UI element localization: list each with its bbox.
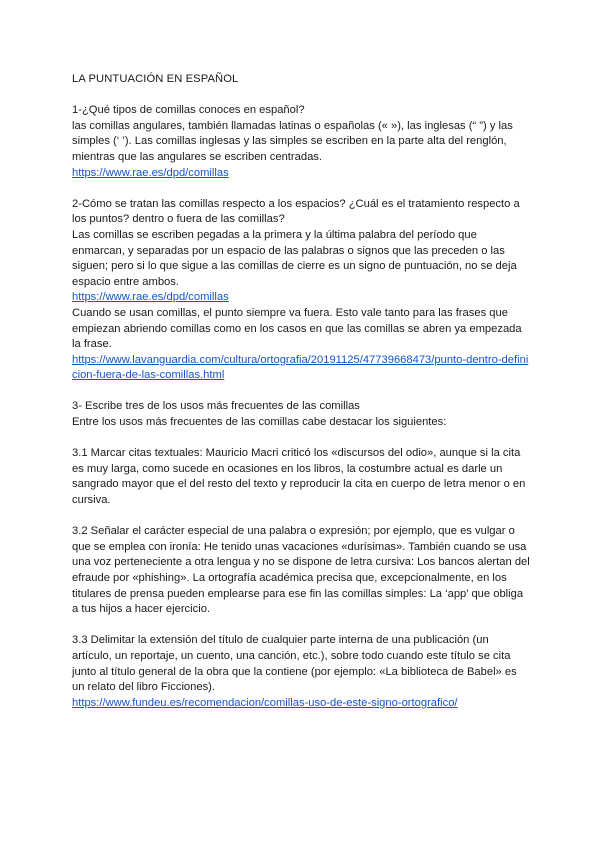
- q1-answer-line: simples (‘ ’). Las comillas inglesas y las simples se escriben en la parte alta del renglón,: [72, 135, 507, 148]
- q2-source-link-2[interactable]: https://www.lavanguardia.com/cultura/ortografia/20191125/47739668473/punto-dentro-defini: [72, 353, 529, 366]
- q2-answer2-line: empiezan abriendo comillas como en los casos en que las comillas se abren ya empezada: [72, 322, 522, 335]
- q2-source-link[interactable]: https://www.rae.es/dpd/comillas: [72, 291, 229, 304]
- q3-item2-line: efraude por «phishing». La ortografía académica precisa que, excepcionalmente, en los: [72, 572, 507, 584]
- q2-answer-line: enmarcan, y separadas por un espacio de las palabras o signos que las preceden o las: [72, 244, 505, 257]
- document-title: LA PUNTUACIÓN EN ESPAÑOL: [72, 73, 239, 85]
- q2-answer2-line: la frase.: [72, 338, 112, 351]
- q3-item2-line: a tus hijos a hacer ejercicio.: [72, 603, 211, 616]
- q3-question: 3- Escribe tres de los usos más frecuentes de las comillas: [72, 400, 360, 413]
- q2-source-link-2-cont[interactable]: cion-fuera-de-las-comillas.html: [72, 369, 225, 382]
- spacer: [72, 618, 532, 634]
- spacer: [72, 384, 532, 400]
- q2-answer-line: Las comillas se escriben pegadas a la primera y la última palabra del período que: [72, 228, 477, 241]
- document-page: [72, 72, 532, 711]
- q3-item3-line: artículo, un reportaje, un cuento, una canción, etc.), sobre todo cuando este título se cita: [72, 649, 511, 662]
- q2-question-line: los puntos? dentro o fuera de las comillas?: [72, 213, 285, 226]
- spacer: [72, 431, 532, 447]
- spacer: [72, 181, 532, 197]
- spacer: [72, 509, 532, 525]
- q2-question-line: 2-Cómo se tratan las comillas respecto a los espacios? ¿Cuál es el tratamiento respecto a: [72, 197, 520, 210]
- q3-item2-line: 3.2 Señalar el carácter especial de una palabra o expresión; por ejemplo, que es vulgar o: [72, 525, 515, 538]
- q3-item2-line: una voz perteneciente a otra lengua y no se dispone de letra cursiva: Los bancos alertan del: [72, 556, 530, 569]
- q1-question: 1-¿Qué tipos de comillas conoces en español?: [72, 104, 305, 117]
- q2-answer2-line: Cuando se usan comillas, el punto siempre va fuera. Esto vale tanto para las frases que: [72, 306, 508, 319]
- q1-answer-line: las comillas angulares, también llamadas latinas o españolas (« »), las inglesas (“ ”) y las: [72, 119, 513, 132]
- q3-item1-line: cursiva.: [72, 494, 111, 507]
- q3-source-link[interactable]: https://www.fundeu.es/recomendacion/comillas-uso-de-este-signo-ortografico/: [72, 696, 458, 709]
- q3-item2-line: titulares de prensa pueden emplearse para ese fin las comillas simples: La ‘app’ que obliga: [72, 587, 524, 600]
- q3-item1-line: sangrado mayor que el del resto del texto y reproducir la cita en cuerpo de letra menor o en: [72, 478, 526, 491]
- q3-item3-line: 3.3 Delimitar la extensión del título de cualquier parte interna de una publicación (un: [72, 634, 489, 647]
- q3-item2-line: que se emplea con ironía: He tenido unas vacaciones «durísimas». También cuando se usa: [72, 540, 527, 553]
- q2-answer-line: espacio entre ambos.: [72, 275, 179, 288]
- q3-intro: Entre los usos más frecuentes de las comillas cabe destacar los siguientes:: [72, 416, 447, 429]
- q1-answer-line: mientras que las angulares se escriben centradas.: [72, 150, 322, 163]
- q1-source-link[interactable]: https://www.rae.es/dpd/comillas: [72, 166, 229, 179]
- q3-item1-line: es muy larga, como sucede en ocasiones en los libros, la costumbre actual es darle un: [72, 462, 503, 475]
- spacer: [72, 88, 532, 104]
- q3-item1-line: 3.1 Marcar citas textuales: Mauricio Macri criticó los «discursos del odio», aunque si la cita: [72, 447, 521, 460]
- q3-item3-line: junto al título general de la obra que la contiene (por ejemplo: «La biblioteca de Babel» es: [72, 665, 517, 678]
- q3-item3-line: un relato del libro Ficciones).: [72, 681, 216, 694]
- q2-answer-line: siguen; pero si lo que sigue a las comillas de cierre es un signo de puntuación, no se deja: [72, 260, 517, 273]
